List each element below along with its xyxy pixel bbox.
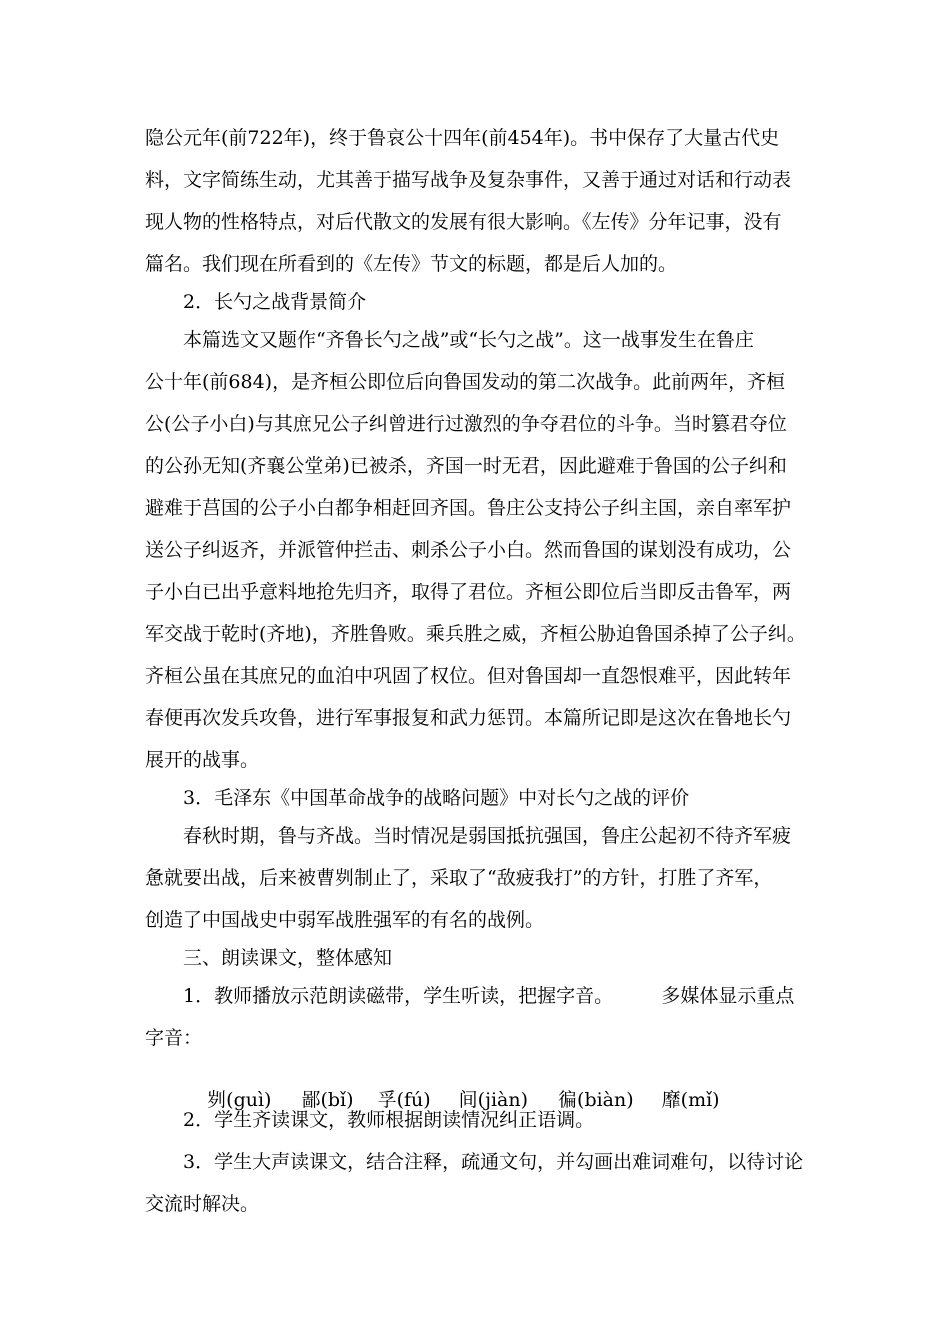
- text-line: 公(公子小白)与其庶兄公子纠曾进行过激烈的争夺君位的斗争。当时篡君夺位: [145, 413, 787, 435]
- text-line: 子小白已出乎意料地抢先归齐，取得了君位。齐桓公即位后当即反击鲁军，两: [145, 581, 792, 603]
- pinyin-item: 徧(biàn): [558, 1089, 634, 1111]
- text-line: 齐桓公虽在其庶兄的血泊中巩固了权位。但对鲁国却一直怨恨难平，因此转年: [145, 665, 792, 687]
- text-line: 公十年(前684)，是齐桓公即位后向鲁国发动的第二次战争。此前两年，齐桓: [145, 371, 786, 393]
- text-line: 1．教师播放示范朗读磁带，学生听读，把握字音。 多媒体显示重点: [183, 985, 795, 1007]
- text-line: 送公子纠返齐，并派管仲拦击、刺杀公子小白。然而鲁国的谋划没有成功，公: [145, 539, 792, 561]
- pinyin-item: 刿(guì): [207, 1089, 272, 1111]
- text-line: 料，文字简练生动，尤其善于描写战争及复杂事件，又善于通过对话和行动表: [145, 169, 792, 191]
- section-heading: 三、朗读课文，整体感知: [183, 947, 393, 969]
- text-line: 2．学生齐读课文，教师根据朗读情况纠正语调。: [183, 1109, 595, 1131]
- text-line: 惫就要出战，后来被曹刿制止了，采取了“敌疲我打”的方针，打胜了齐军，: [145, 867, 773, 889]
- pinyin-item: 孚(fú): [377, 1089, 431, 1111]
- text-line: 春便再次发兵攻鲁，进行军事报复和武力惩罚。本篇所记即是这次在鲁地长勺: [145, 707, 792, 729]
- text-line: 隐公元年(前722年)，终于鲁哀公十四年(前454年)。书中保存了大量古代史: [145, 127, 780, 149]
- section-heading: 3．毛泽东《中国革命战争的战略问题》中对长勺之战的评价: [183, 787, 690, 809]
- text-line: 创造了中国战史中弱军战胜强军的有名的战例。: [145, 909, 545, 931]
- text-line: 军交战于乾时(齐地)，齐胜鲁败。乘兵胜之威，齐桓公胁迫鲁国杀掉了公子纠。: [145, 623, 806, 645]
- text-line: 3．学生大声读课文，结合注释，疏通文句，并勾画出难词难句，以待讨论: [183, 1151, 804, 1173]
- section-heading: 2．长勺之战背景简介: [183, 291, 367, 313]
- text-line: 的公孙无知(齐襄公堂弟)已被杀，齐国一时无君，因此避难于鲁国的公子纠和: [145, 455, 787, 477]
- text-line: 本篇选文又题作“齐鲁长勺之战”或“长勺之战”。这一战事发生在鲁庄: [183, 329, 754, 351]
- text-line: 交流时解决。: [145, 1193, 260, 1215]
- text-line: 避难于莒国的公子小白都争相赶回齐国。鲁庄公支持公子纠主国，亲自率军护: [145, 497, 792, 519]
- pinyin-item: 间(jiàn): [458, 1089, 529, 1111]
- pinyin-item: 鄙(bǐ): [301, 1089, 354, 1111]
- text-line: 现人物的性格特点，对后代散文的发展有很大影响。《左传》分年记事，没有: [145, 211, 782, 233]
- text-line: 字音：: [145, 1027, 203, 1049]
- pinyin-item: 靡(mǐ): [661, 1089, 720, 1111]
- text-line: 篇名。我们现在所看到的《左传》节文的标题，都是后人加的。: [145, 253, 678, 275]
- pinyin-line: [183, 1064, 720, 1111]
- text-line: 展开的战事。: [145, 749, 260, 771]
- text-line: 春秋时期，鲁与齐战。当时情况是弱国抵抗强国，鲁庄公起初不待齐军疲: [183, 825, 792, 847]
